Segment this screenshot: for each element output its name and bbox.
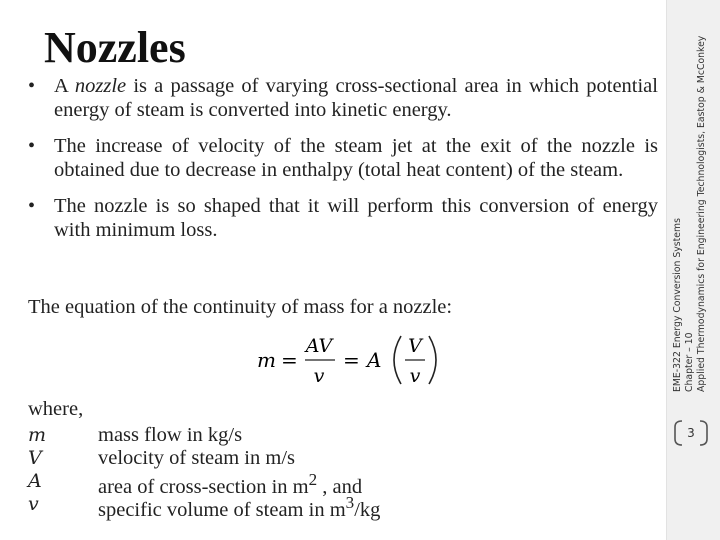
eq-factor: A [367, 348, 382, 372]
bullet-item [28, 74, 658, 122]
course-name: EME-322 Energy Conversion Systems [672, 218, 683, 392]
eq-numerator-2: V [408, 335, 422, 357]
bullet-text: The nozzle is so shaped that it will perform this conversion of energy with minimum loss. [54, 195, 658, 241]
bullet-icon: • [28, 135, 36, 157]
sidebar-footer-text [672, 32, 708, 392]
page-number: 3 [687, 426, 695, 440]
definition-row [28, 447, 548, 470]
bullet-item [28, 194, 658, 242]
eq-right-paren-icon [429, 336, 436, 384]
chapter-label: Chapter – 10 [684, 332, 695, 392]
definition-row [28, 424, 548, 447]
eq-lhs: m [257, 348, 276, 372]
definition-row [28, 493, 548, 521]
eq-numerator-1: AV [305, 335, 333, 357]
definition-text: area of cross-section in $m^2$ , and [98, 470, 363, 498]
continuity-equation [255, 332, 455, 388]
continuity-heading: The equation of the continuity of mass for a nozzle: [28, 296, 453, 318]
page-number-badge [670, 418, 712, 448]
definition-text: specific volume of steam in $m^3/kg$ [98, 493, 381, 521]
definition-text: velocity of steam in m/s [98, 447, 295, 469]
superscript: 3 [345, 493, 355, 512]
definition-text: mass flow in kg/s [98, 424, 243, 446]
bullet-icon: • [28, 195, 36, 217]
superscript: 2 [308, 470, 318, 489]
bullet-list [28, 74, 658, 254]
definition-symbol: V [28, 447, 42, 469]
bullet-text: The increase of velocity of the steam jet at the exit of the nozzle is obtained due to decrease in enthalpy (total heat content) of the steam. [54, 135, 658, 181]
definition-symbol: v [28, 493, 39, 515]
definition-row [28, 470, 548, 498]
eq-equals-2: = [343, 348, 360, 372]
eq-equals-1: = [281, 348, 298, 372]
definition-symbol: A [28, 470, 42, 492]
definitions-list [28, 424, 548, 521]
where-label: where, [28, 398, 84, 420]
eq-left-paren-icon [394, 336, 401, 384]
eq-denominator-1: v [313, 365, 325, 387]
bullet-icon: • [28, 75, 36, 97]
bullet-text-emphasis: nozzle [74, 75, 127, 97]
bullet-text: is a passage of varying cross-sectional area in which potential energy of steam is converted into kinetic energy. [54, 75, 658, 121]
eq-denominator-2: v [409, 365, 421, 387]
slide-title: Nozzles [44, 23, 186, 72]
bullet-text-prefix: A [54, 75, 75, 97]
reference-text: Applied Thermodynamics for Engineering Technologists, Eastop & McConkey [696, 35, 707, 392]
bullet-item [28, 134, 658, 182]
definition-symbol: m [28, 424, 47, 446]
